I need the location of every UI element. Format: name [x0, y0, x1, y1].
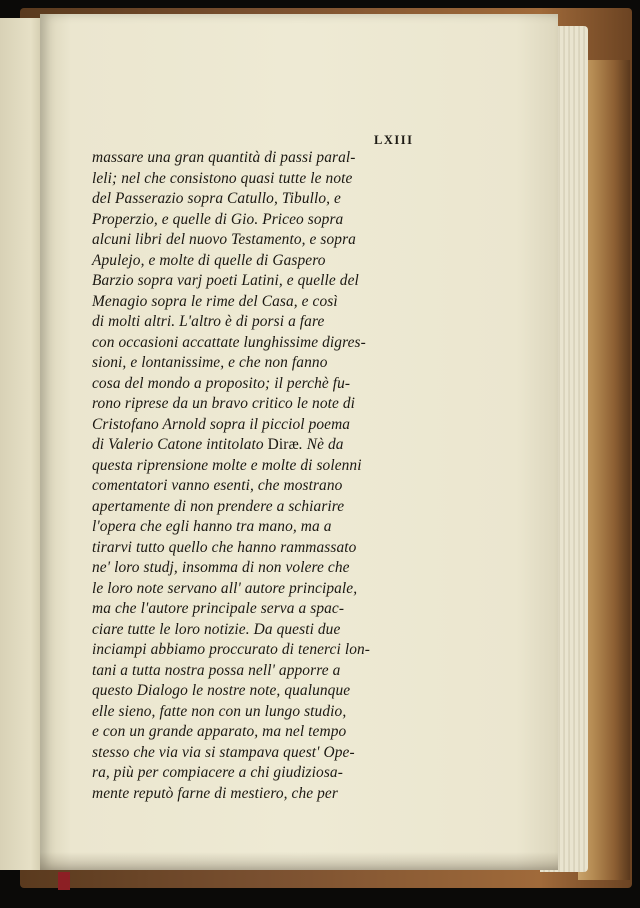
text-line: di molti altri. L'altro è di porsi a fare: [92, 313, 325, 330]
page-number: LXIII: [374, 133, 414, 147]
text-line: comentatori vanno esenti, che mostrano: [92, 477, 343, 494]
text-line: Barzio sopra varj poeti Latini, e quelle del: [92, 272, 359, 289]
ribbon-bookmark: [58, 872, 70, 890]
text-line: Menagio sopra le rime del Casa, e così: [92, 292, 338, 310]
text-line: mente reputò farne di mestiero, che per: [92, 784, 338, 802]
text-line: del Passerazio sopra Catullo, Tibullo, e: [92, 190, 341, 207]
text-line: e con un grande apparato, ma nel tempo: [92, 723, 347, 740]
text-line: rono riprese da un bravo critico le note di: [92, 395, 356, 412]
text-line-segment: . Nè da: [298, 436, 344, 453]
text-line: le loro note servano all' autore principale,: [92, 579, 358, 597]
text-line: questa riprensione molte e molte di solenni: [92, 456, 362, 474]
text-line: ne' loro studj, insomma di non volere che: [92, 559, 350, 576]
text-line: [92, 435, 432, 456]
body-text: [92, 148, 432, 804]
text-line: cosa del mondo a proposito; il perchè fu-: [92, 374, 351, 392]
text-line: Apulejo, e molte di quelle di Gaspero: [92, 251, 326, 269]
text-line: apertamente di non prendere a schiarire: [92, 497, 345, 515]
text-line: sioni, e lontanissime, e che non fanno: [92, 354, 328, 371]
text-line: l'opera che egli hanno tra mano, ma a: [92, 518, 332, 535]
left-page-edge: [0, 18, 45, 870]
text-line: con occasioni accattate lunghissime digres-: [92, 333, 366, 351]
text-line: elle sieno, fatte non con un lungo studio,: [92, 702, 347, 720]
text-line: Properzio, e quelle di Gio. Priceo sopra: [92, 210, 344, 228]
text-line: alcuni libri del nuovo Testamento, e sopra: [92, 231, 356, 248]
text-line: ma che l'autore principale serva a spac-: [92, 600, 345, 617]
text-line: ciare tutte le loro notizie. Da questi due: [92, 620, 341, 638]
text-line: massare una gran quantità di passi paral-: [92, 149, 356, 166]
title-roman: Diræ: [267, 436, 299, 453]
text-line: Cristofano Arnold sopra il picciol poema: [92, 415, 351, 433]
page-bottom-shadow: [40, 852, 558, 870]
text-line: stesso che via via si stampava quest' Ope-: [92, 743, 355, 761]
text-line: tirarvi tutto quello che hanno rammassato: [92, 538, 357, 556]
text-line-segment: di Valerio Catone intitolato: [92, 436, 268, 453]
text-line: inciampi abbiamo proccurato di tenerci lon-: [92, 641, 371, 658]
text-line: ra, più per compiacere a chi giudiziosa-: [92, 764, 343, 781]
text-line: tani a tutta nostra possa nell' apporre a: [92, 661, 341, 679]
text-line: leli; nel che consistono quasi tutte le note: [92, 169, 353, 187]
text-line: questo Dialogo le nostre note, qualunque: [92, 682, 351, 699]
